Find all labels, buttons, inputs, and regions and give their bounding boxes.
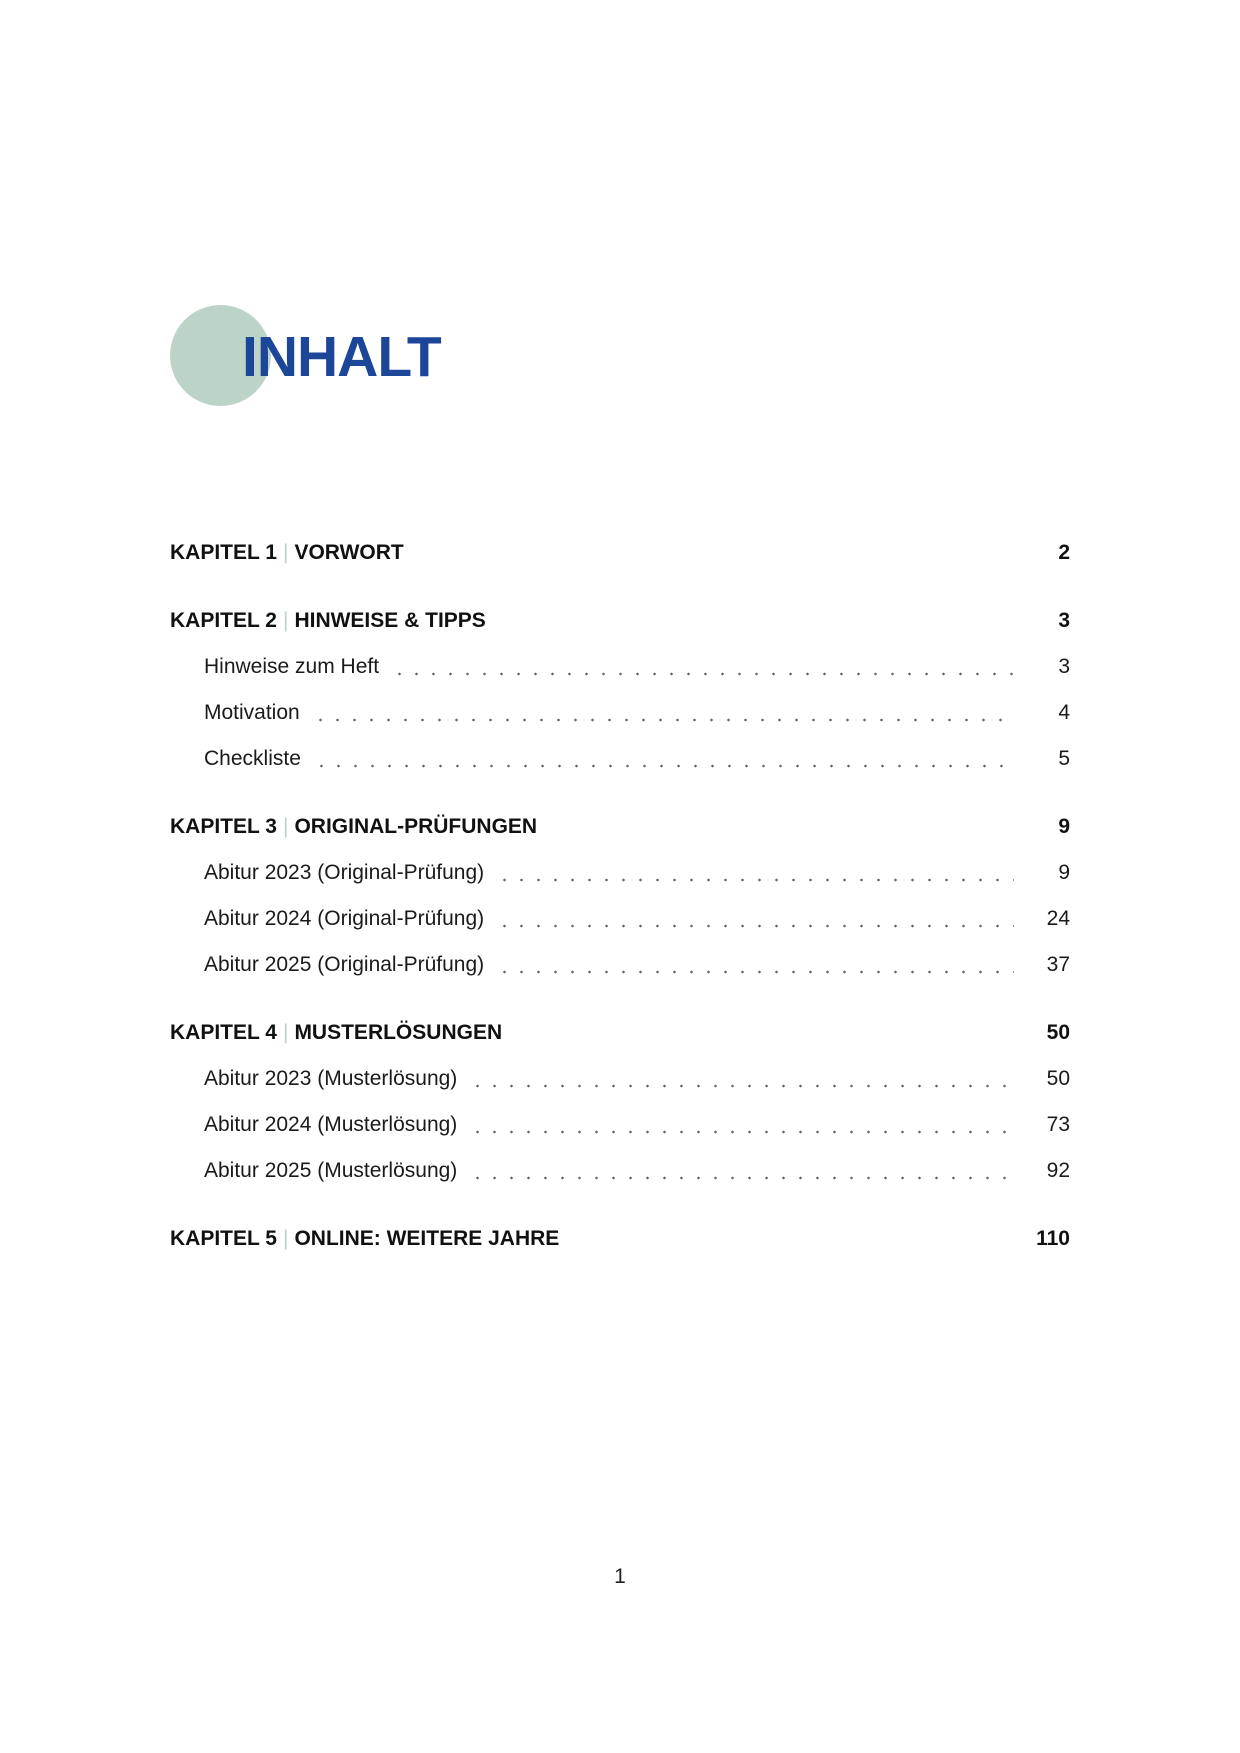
chapter-title: ORIGINAL-PRÜFUNGEN [294, 815, 538, 838]
dot-leader [469, 1075, 1014, 1089]
chapter-page-number: 50 [1046, 1021, 1070, 1044]
chapter-heading [170, 541, 1058, 565]
toc-entry[interactable] [170, 1153, 1070, 1189]
dot-leader [469, 1121, 1014, 1135]
chapter-title: HINWEISE & TIPPS [294, 609, 486, 632]
entry-page-number: 24 [1046, 907, 1070, 930]
entry-page-number: 3 [1058, 655, 1070, 678]
toc-entry[interactable] [170, 855, 1070, 891]
chapter-heading [170, 609, 1058, 633]
chapter-separator: | [282, 815, 289, 838]
dot-leader [496, 961, 1014, 975]
toc-chapter-3[interactable] [170, 809, 1070, 845]
entry-label: Motivation [204, 701, 300, 724]
toc-entry[interactable] [170, 741, 1070, 777]
dot-leader [313, 755, 1014, 769]
chapter-separator: | [282, 1227, 289, 1250]
chapter-heading [170, 1227, 1036, 1251]
dot-leader [496, 869, 1014, 883]
entry-label: Abitur 2024 (Musterlösung) [204, 1113, 458, 1136]
chapter-title: VORWORT [294, 541, 404, 564]
dot-leader [312, 709, 1014, 723]
chapter-heading [170, 1021, 1047, 1045]
toc-chapter-2[interactable] [170, 603, 1070, 639]
entry-page-number: 73 [1046, 1113, 1070, 1136]
page-title: INHALT [242, 325, 441, 389]
dot-leader [469, 1167, 1014, 1181]
toc-chapter-4[interactable] [170, 1015, 1070, 1051]
entry-page-number: 37 [1046, 953, 1070, 976]
chapter-page-number: 110 [1036, 1227, 1070, 1250]
entry-label: Abitur 2023 (Original-Prüfung) [204, 861, 485, 884]
toc-entry[interactable] [170, 1061, 1070, 1097]
page-footer-number: 1 [614, 1565, 626, 1588]
toc-chapter-5[interactable] [170, 1221, 1070, 1257]
entry-label: Checkliste [204, 747, 301, 770]
chapter-heading [170, 815, 1058, 839]
chapter-separator: | [282, 541, 289, 564]
chapter-separator: | [282, 609, 289, 632]
entry-label: Abitur 2025 (Original-Prüfung) [204, 953, 485, 976]
table-of-contents [170, 535, 1070, 1257]
entry-page-number: 50 [1046, 1067, 1070, 1090]
toc-entry[interactable] [170, 1107, 1070, 1143]
chapter-label: KAPITEL 3 [170, 815, 277, 838]
entry-page-number: 5 [1058, 747, 1070, 770]
chapter-page-number: 2 [1058, 541, 1070, 564]
entry-label: Abitur 2024 (Original-Prüfung) [204, 907, 485, 930]
toc-heading [170, 305, 490, 407]
toc-entry[interactable] [170, 695, 1070, 731]
entry-page-number: 92 [1046, 1159, 1070, 1182]
chapter-page-number: 3 [1058, 609, 1070, 632]
chapter-title: ONLINE: WEITERE JAHRE [294, 1227, 560, 1250]
toc-chapter-1[interactable] [170, 535, 1070, 571]
chapter-separator: | [282, 1021, 289, 1044]
chapter-label: KAPITEL 2 [170, 609, 277, 632]
chapter-label: KAPITEL 4 [170, 1021, 277, 1044]
chapter-title: MUSTERLÖSUNGEN [294, 1021, 503, 1044]
entry-label: Abitur 2025 (Musterlösung) [204, 1159, 458, 1182]
entry-page-number: 9 [1058, 861, 1070, 884]
entry-label: Abitur 2023 (Musterlösung) [204, 1067, 458, 1090]
dot-leader [496, 915, 1014, 929]
chapter-page-number: 9 [1058, 815, 1070, 838]
chapter-label: KAPITEL 5 [170, 1227, 277, 1250]
toc-entry[interactable] [170, 901, 1070, 937]
entry-page-number: 4 [1058, 701, 1070, 724]
entry-label: Hinweise zum Heft [204, 655, 380, 678]
toc-entry[interactable] [170, 649, 1070, 685]
chapter-label: KAPITEL 1 [170, 541, 277, 564]
toc-entry[interactable] [170, 947, 1070, 983]
dot-leader [391, 663, 1014, 677]
